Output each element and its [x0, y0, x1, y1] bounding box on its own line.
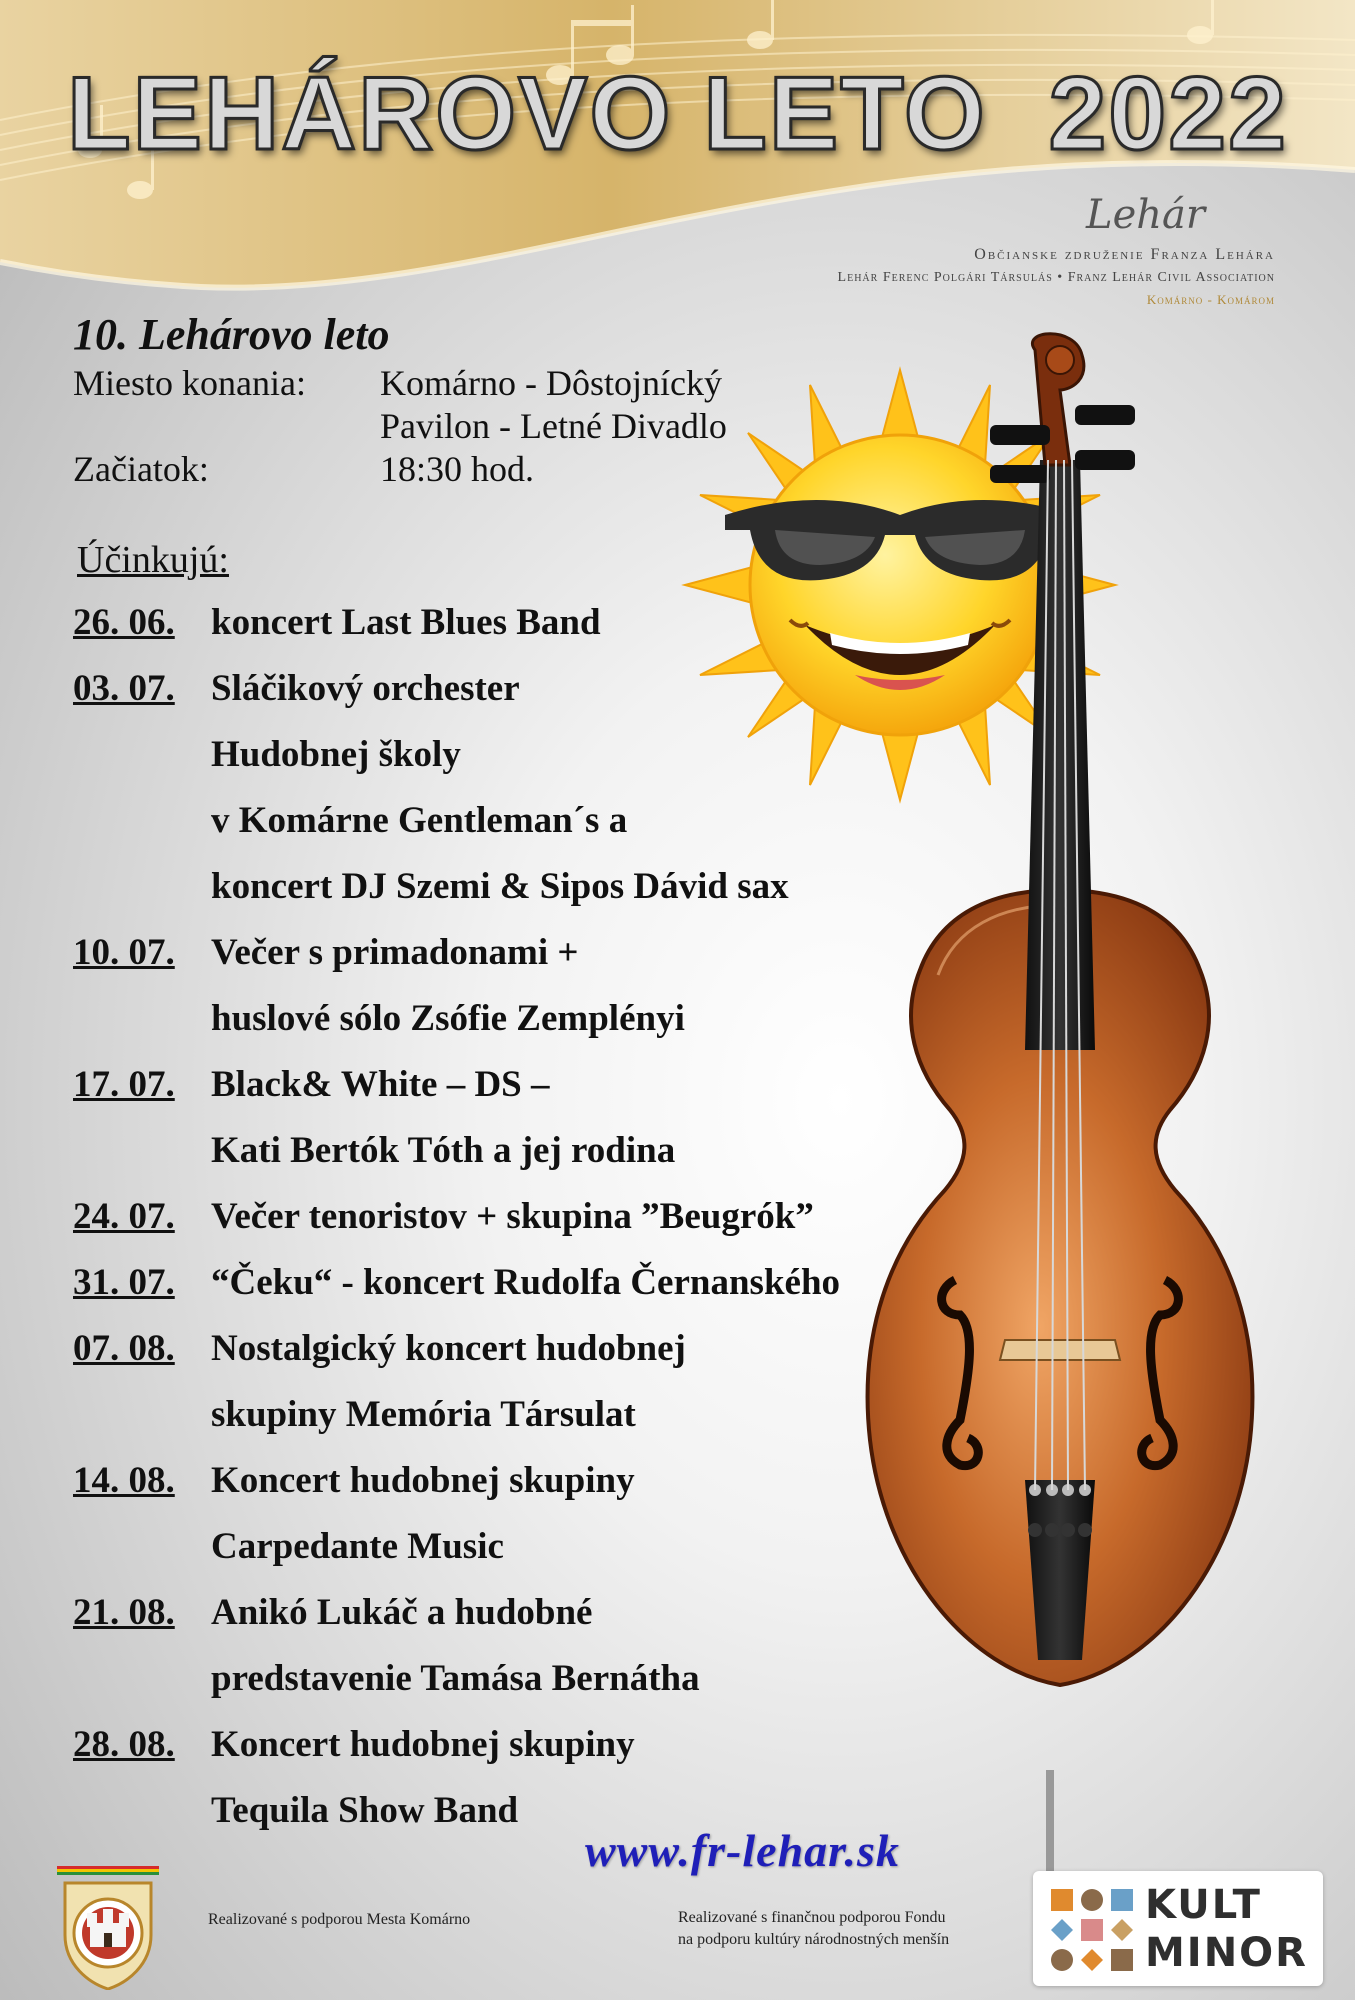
schedule-description-line: Večer tenoristov + skupina ”Beugrók”: [211, 1196, 814, 1237]
schedule-description: [211, 1580, 700, 1712]
schedule-entry: [73, 656, 840, 920]
schedule-description-line: Black& White – DS –: [211, 1064, 550, 1105]
schedule-description-line: Večer s primadonami +: [211, 932, 579, 973]
start-label: Začiatok:: [73, 449, 209, 489]
city-crest-icon: [57, 1865, 159, 1990]
schedule-description: [211, 920, 685, 1052]
fund-sponsor-line: na podporu kultúry národnostných menšín: [678, 1931, 950, 1948]
schedule-description-line: “Čeku“ - koncert Rudolfa Černanského: [211, 1262, 841, 1303]
venue-row: [73, 362, 727, 448]
organization-name: Občianske združenie Franza Lehára: [974, 246, 1275, 263]
schedule-description: [211, 1184, 814, 1250]
schedule-date: 28. 08.: [73, 1724, 175, 1765]
schedule-description-line: huslové sólo Zsófie Zemplényi: [211, 998, 685, 1039]
fund-sponsor-text: [678, 1907, 949, 1951]
schedule-description: [211, 1316, 686, 1448]
schedule-description-line: Nostalgický koncert hudobnej: [211, 1328, 686, 1369]
kultminor-logo: [1033, 1871, 1323, 1986]
schedule-description-line: Koncert hudobnej skupiny: [211, 1460, 635, 1501]
kultminor-line: MINOR: [1145, 1930, 1308, 1976]
schedule-date: 31. 07.: [73, 1262, 175, 1303]
organization-location: Komárno - Komárom: [1146, 292, 1275, 307]
schedule-description: [211, 590, 601, 656]
performers-heading: Účinkujú:: [77, 539, 229, 581]
schedule-entry: [73, 1448, 840, 1580]
schedule-description-line: Carpedante Music: [211, 1526, 504, 1567]
schedule-entry: [73, 1052, 840, 1184]
city-flag-stripes: [57, 1866, 159, 1875]
schedule-date: 17. 07.: [73, 1064, 175, 1105]
schedule-description-line: Kati Bertók Tóth a jej rodina: [211, 1130, 676, 1171]
schedule-description: [211, 1712, 635, 1844]
schedule-list: [73, 590, 840, 1844]
schedule-description: [211, 656, 789, 920]
venue-value: [380, 362, 727, 448]
schedule-entry: [73, 1250, 840, 1316]
venue-line: Komárno - Dôstojnícký: [380, 363, 722, 403]
venue-line: Pavilon - Letné Divadlo: [380, 406, 727, 446]
organization-name-translations: Lehár Ferenc Polgári Társulás • Franz Lehár Civil Association: [837, 270, 1275, 285]
schedule-date: 24. 07.: [73, 1196, 175, 1237]
schedule-description-line: predstavenie Tamása Bernátha: [211, 1658, 700, 1699]
schedule-description-line: koncert Last Blues Band: [211, 602, 601, 643]
schedule-description: [211, 1448, 635, 1580]
schedule-date: 03. 07.: [73, 668, 175, 709]
kultminor-logo-icon: [1049, 1887, 1135, 1973]
schedule-entry: [73, 590, 840, 656]
city-sponsor-text: Realizované s podporou Mesta Komárno: [208, 1911, 471, 1928]
schedule-description-line: Anikó Lukáč a hudobné: [211, 1592, 593, 1633]
schedule-date: 10. 07.: [73, 932, 175, 973]
start-value: 18:30 hod.: [380, 449, 535, 489]
schedule-description-line: Sláčikový orchester: [211, 668, 520, 709]
schedule-entry: [73, 1184, 840, 1250]
start-row: [73, 448, 727, 491]
schedule-description: [211, 1250, 840, 1316]
organization-block: [755, 190, 1275, 308]
schedule-description-line: Hudobnej školy: [211, 734, 461, 775]
schedule-entry: [73, 1580, 840, 1712]
schedule-description-line: Tequila Show Band: [211, 1790, 519, 1831]
schedule-date: 26. 06.: [73, 602, 175, 643]
schedule-description-line: Koncert hudobnej skupiny: [211, 1724, 635, 1765]
schedule-description: [211, 1052, 675, 1184]
schedule-entry: [73, 920, 840, 1052]
website-link[interactable]: www.fr-lehar.sk: [585, 1825, 900, 1876]
venue-label: Miesto konania:: [73, 363, 306, 403]
kultminor-wordmark: [1145, 1881, 1308, 1977]
poster-title: LEHÁROVO LETO 2022: [67, 56, 1288, 172]
schedule-date: 14. 08.: [73, 1460, 175, 1501]
schedule-date: 21. 08.: [73, 1592, 175, 1633]
lehar-signature: Lehár: [1086, 192, 1205, 238]
event-title: 10. Lehárovo leto: [73, 310, 390, 359]
fund-sponsor-line: Realizované s finančnou podporou Fondu: [678, 1909, 946, 1926]
schedule-description-line: v Komárne Gentleman´s a: [211, 800, 628, 841]
kultminor-line: KULT: [1145, 1882, 1262, 1928]
schedule-description-line: koncert DJ Szemi & Sipos Dávid sax: [211, 866, 789, 907]
schedule-entry: [73, 1316, 840, 1448]
event-info: [73, 308, 727, 491]
schedule-date: 07. 08.: [73, 1328, 175, 1369]
cello-icon: [820, 330, 1300, 1890]
schedule-description-line: skupiny Memória Társulat: [211, 1394, 636, 1435]
